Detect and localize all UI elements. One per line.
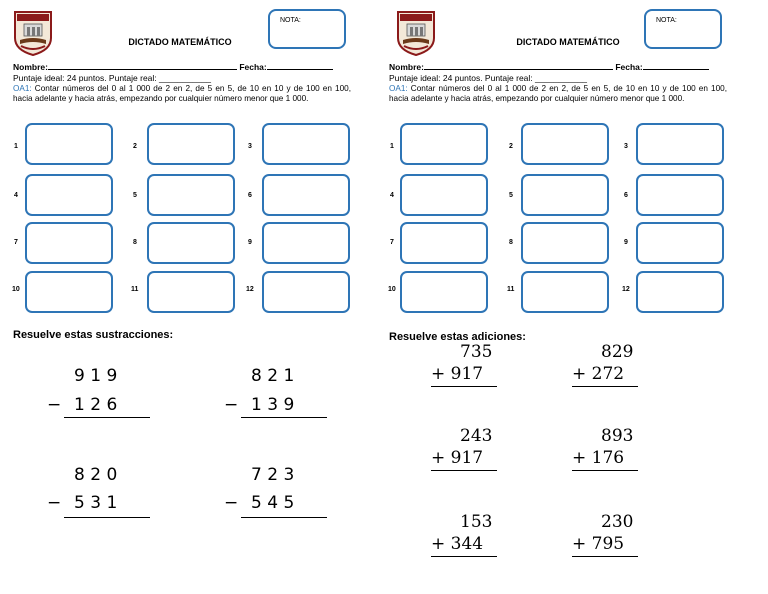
answer-box-7[interactable] (400, 222, 488, 264)
answer-box-10[interactable] (25, 271, 113, 313)
worksheet-addition (378, 0, 762, 594)
answer-number: 1 (14, 143, 18, 150)
school-crest-icon (396, 10, 436, 56)
answer-number: 4 (14, 192, 18, 199)
addend-bottom: + 344 (431, 534, 484, 554)
answer-box-9[interactable] (262, 222, 350, 264)
minuend: 7 2 3 (251, 465, 295, 485)
addend-top: 829 (601, 342, 634, 362)
answer-box-6[interactable] (636, 174, 724, 216)
addend-top: 230 (601, 512, 634, 532)
answer-number: 2 (509, 143, 513, 150)
answer-box-12[interactable] (262, 271, 350, 313)
minuend: 8 2 0 (74, 465, 118, 485)
answer-number: 12 (246, 286, 254, 293)
learning-objective (13, 84, 351, 104)
addend-bottom: + 176 (572, 448, 625, 468)
answer-number: 9 (248, 239, 252, 246)
score-line: Puntaje ideal: 24 puntos. Puntaje real: ___________ (13, 73, 212, 83)
grade-box[interactable] (644, 9, 722, 49)
addend-top: 735 (460, 342, 493, 362)
objective-code: OA1: (389, 84, 408, 93)
answer-box-2[interactable] (147, 123, 235, 165)
name-label: Nombre: (13, 62, 48, 72)
answer-box-8[interactable] (521, 222, 609, 264)
answer-number: 11 (507, 286, 515, 293)
subtrahend: 1 3 9 (251, 395, 295, 415)
answer-number: 7 (390, 239, 394, 246)
answer-box-3[interactable] (262, 123, 350, 165)
answer-box-7[interactable] (25, 222, 113, 264)
score-line: Puntaje ideal: 24 puntos. Puntaje real: ___________ (389, 73, 588, 83)
page-title: DICTADO MATEMÁTICO (516, 37, 620, 47)
answer-number: 8 (509, 239, 513, 246)
school-crest-icon (13, 10, 53, 56)
objective-text: Contar números del 0 al 1 000 de 2 en 2, de 5 en 5, de 10 en 10 y de 100 en 100, hacia adelante y hacia atrás, empezando por cualquier número menor que 1 000. (389, 84, 727, 103)
answer-number: 6 (248, 192, 252, 199)
addend-top: 243 (460, 426, 493, 446)
minus-sign: − (224, 395, 239, 415)
answer-box-9[interactable] (636, 222, 724, 264)
answer-number: 3 (248, 143, 252, 150)
minus-sign: − (47, 395, 62, 415)
answer-box-3[interactable] (636, 123, 724, 165)
answer-number: 7 (14, 239, 18, 246)
answer-box-4[interactable] (400, 174, 488, 216)
answer-number: 5 (509, 192, 513, 199)
minus-sign: − (224, 493, 239, 513)
answer-number: 10 (388, 286, 396, 293)
answer-box-11[interactable] (521, 271, 609, 313)
addend-bottom: + 272 (572, 364, 625, 384)
subtrahend: 5 4 5 (251, 493, 295, 513)
answer-number: 12 (622, 286, 630, 293)
date-label: Fecha: (239, 62, 267, 72)
answer-box-6[interactable] (262, 174, 350, 216)
minuend: 9 1 9 (74, 366, 118, 386)
grade-box[interactable] (268, 9, 346, 49)
answer-number: 10 (12, 286, 20, 293)
minuend: 8 2 1 (251, 366, 295, 386)
addend-top: 153 (460, 512, 493, 532)
answer-box-10[interactable] (400, 271, 488, 313)
grade-label: NOTA: (280, 17, 301, 24)
section-title: Resuelve estas sustracciones: (13, 329, 174, 341)
answer-box-5[interactable] (521, 174, 609, 216)
addend-bottom: + 917 (431, 448, 484, 468)
answer-number: 2 (133, 143, 137, 150)
page-title: DICTADO MATEMÁTICO (128, 37, 232, 47)
answer-number: 5 (133, 192, 137, 199)
answer-number: 3 (624, 143, 628, 150)
answer-box-4[interactable] (25, 174, 113, 216)
answer-box-11[interactable] (147, 271, 235, 313)
answer-box-12[interactable] (636, 271, 724, 313)
name-label: Nombre: (389, 62, 424, 72)
section-title: Resuelve estas adiciones: (389, 331, 526, 343)
addend-top: 893 (601, 426, 634, 446)
answer-number: 9 (624, 239, 628, 246)
name-line[interactable] (389, 61, 709, 72)
answer-number: 8 (133, 239, 137, 246)
answer-number: 6 (624, 192, 628, 199)
answer-box-5[interactable] (147, 174, 235, 216)
objective-text: Contar números del 0 al 1 000 de 2 en 2, de 5 en 5, de 10 en 10 y de 100 en 100, hacia adelante y hacia atrás, empezando por cualquier número menor que 1 000. (13, 84, 351, 103)
objective-code: OA1: (13, 84, 32, 93)
addend-bottom: + 917 (431, 364, 484, 384)
answer-box-8[interactable] (147, 222, 235, 264)
date-label: Fecha: (615, 62, 643, 72)
answer-number: 11 (131, 286, 139, 293)
answer-box-1[interactable] (25, 123, 113, 165)
subtrahend: 5 3 1 (74, 493, 118, 513)
addend-bottom: + 795 (572, 534, 625, 554)
answer-number: 1 (390, 143, 394, 150)
minus-sign: − (47, 493, 62, 513)
subtrahend: 1 2 6 (74, 395, 118, 415)
answer-box-1[interactable] (400, 123, 488, 165)
answer-number: 4 (390, 192, 394, 199)
answer-box-2[interactable] (521, 123, 609, 165)
name-line[interactable] (13, 61, 333, 72)
grade-label: NOTA: (656, 17, 677, 24)
learning-objective (389, 84, 727, 104)
